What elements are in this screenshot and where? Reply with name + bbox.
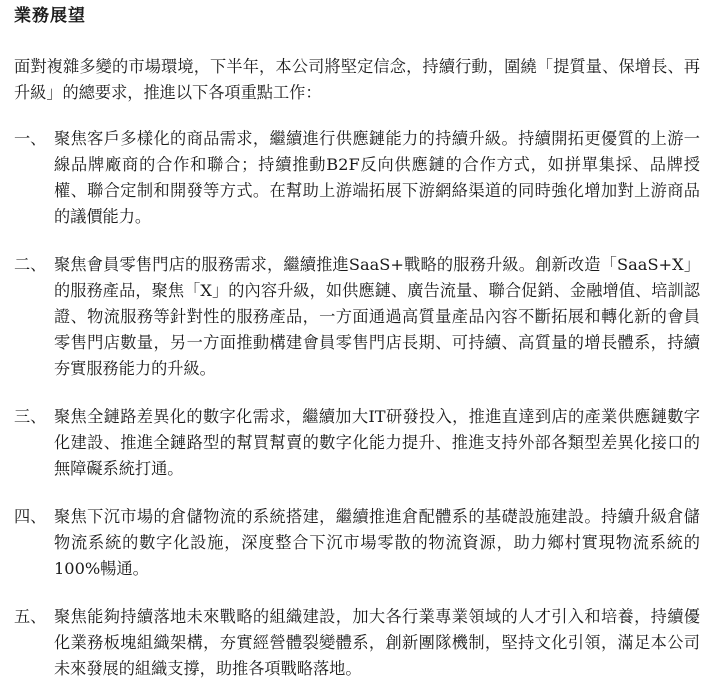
list-item-text: 聚焦下沉市場的倉儲物流的系統搭建，繼續推進倉配體系的基礎設施建設。持續升級倉儲物流系統的數字化設施，深度整合下沉市場零散的物流資源，助力鄉村實現物流系統的100%暢通。: [54, 507, 700, 578]
list-item-2: [14, 252, 700, 382]
list-item-marker: 二、: [14, 255, 47, 274]
priority-list: [14, 126, 700, 682]
list-item-text: 聚焦能夠持續落地未來戰略的組織建設，加大各行業專業領域的人才引入和培養，持續優化業務板塊組織架構，夯實經營體裂變體系，創新團隊機制，堅持文化引領，滿足本公司未來發展的組織支撐，助推各項戰略落地。: [54, 607, 700, 678]
list-item-marker: 一、: [14, 129, 47, 148]
list-item-text: 聚焦會員零售門店的服務需求，繼續推進SaaS+戰略的服務升級。創新改造「SaaS+X」的服務產品，聚焦「X」的內容升級，如供應鏈、廣告流量、聯合促銷、金融增值、培訓認證、物流服務等針對性的服務產品，一方面通過高質量產品內容不斷拓展和轉化新的會員零售門店數量，另一方面推動構建會員零售門店長期、可持續、高質量的增長體系，持續夯實服務能力的升級。: [54, 255, 700, 378]
list-item-5: [14, 604, 700, 682]
list-item-marker: 三、: [14, 407, 47, 426]
list-item-marker: 五、: [14, 607, 47, 626]
section-title: 業務展望: [14, 6, 86, 26]
list-item-text: 聚焦全鏈路差異化的數字化需求，繼續加大IT研發投入，推進直達到店的產業供應鏈數字化建設、推進全鏈路型的幫買幫賣的數字化能力提升、推進支持外部各類型差異化接口的無障礙系統打通。: [54, 407, 700, 478]
list-item-text: 聚焦客戶多樣化的商品需求，繼續進行供應鏈能力的持續升級。持續開拓更優質的上游一線品牌廠商的合作和聯合；持續推動B2F反向供應鏈的合作方式，如拼單集採、品牌授權、聯合定制和開發等方式。在幫助上游端拓展下游網絡渠道的同時強化增加對上游商品的議價能力。: [54, 129, 700, 226]
document-page: [14, 0, 700, 682]
list-item-marker: 四、: [14, 507, 47, 526]
list-item-3: [14, 404, 700, 482]
intro-paragraph: 面對複雜多變的市場環境，下半年，本公司將堅定信念，持續行動，圍繞「提質量、保增長、再升級」的總要求，推進以下各項重點工作：: [14, 57, 700, 102]
list-item-1: [14, 126, 700, 230]
list-item-4: [14, 504, 700, 582]
